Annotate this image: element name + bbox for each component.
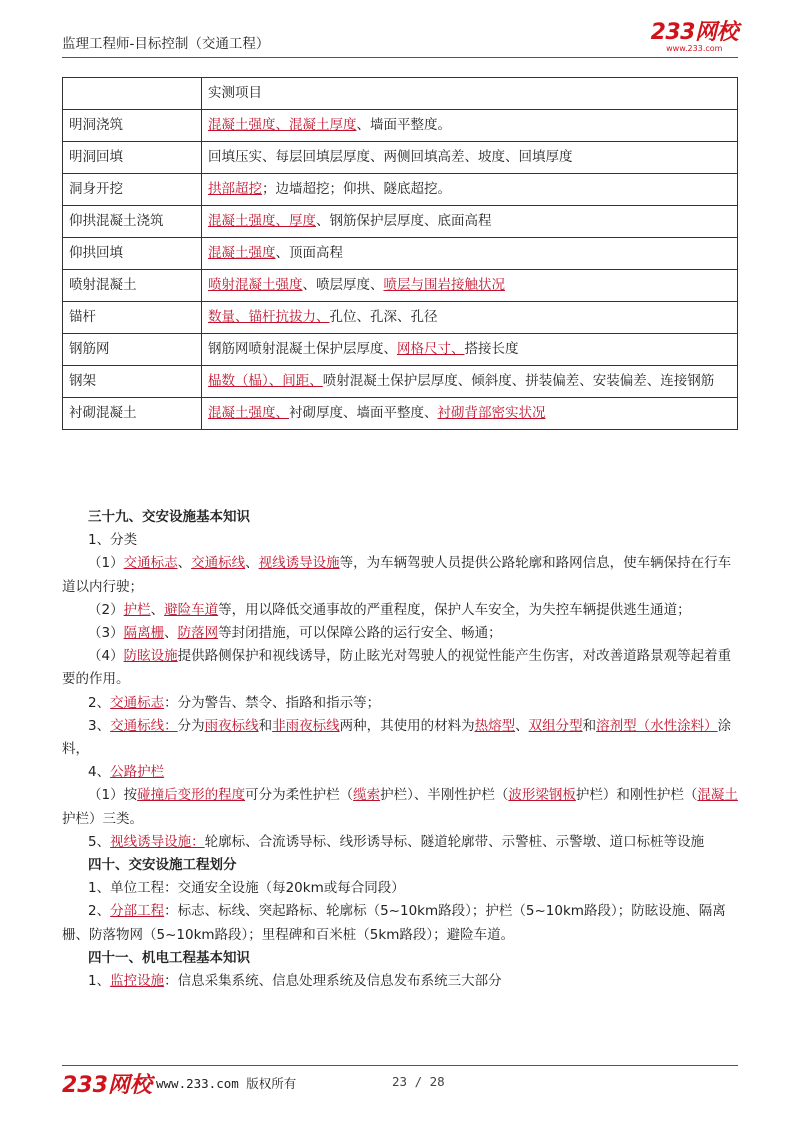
text-span: 四十一、机电工程基本知识 [88,949,250,966]
paragraph [62,761,738,784]
measured-items-cell [202,238,738,270]
measured-items-cell [202,334,738,366]
paragraph [62,831,738,854]
section-heading [62,506,738,529]
text-span: 涂料， [62,717,732,758]
key-term: 交通标线 [191,555,246,572]
key-term: 分部工程 [110,903,165,920]
paragraph [62,784,738,830]
text-span: 孔位、孔深、孔径 [329,309,438,325]
text-span: 搭接长度 [464,341,519,357]
item-name-cell: 衬砌混凝土 [63,398,202,430]
text-span: 分为 [177,717,205,734]
text-span: 三十九、交安设施基本知识 [88,509,250,525]
section-heading [62,947,738,970]
section-heading [62,854,738,877]
header-logo[interactable] [651,22,738,54]
key-term: 交通标线： [110,717,178,734]
text-span: 可分为柔性护栏（ [245,787,354,804]
key-term: 避险车道 [164,601,219,618]
text-span: 、 [177,555,192,572]
text-span: 两种，其使用的材料为 [339,717,475,734]
measured-items-cell [202,110,738,142]
text-span: 钢筋网喷射混凝土保护层厚度、 [208,341,397,357]
item-name-cell: 仰拱混凝土浇筑 [63,206,202,238]
key-term: 碰撞后变形的程度 [137,787,246,804]
text-span: 等，用以降低交通事故的严重程度，保护人车安全，为失控车辆提供逃生通道； [218,601,691,618]
text-span: （1） [88,555,124,572]
measured-items-cell [202,398,738,430]
page-number: 23 / 28 [392,1074,445,1089]
table-row [63,302,738,334]
key-term: 护栏 [123,601,151,618]
key-term: 公路护栏 [110,764,165,781]
key-term: 交通标志 [123,555,178,572]
key-term: 视线诱导设施： [110,833,205,850]
key-term: 视线诱导设施 [258,555,340,572]
header-divider [62,57,738,58]
key-term: 防落网 [177,625,219,642]
paragraph [62,529,738,552]
key-term: 混凝土强度、厚度 [208,213,316,229]
text-span: 等封闭措施，可以保障公路的运行安全、畅通； [218,625,502,642]
text-span: 、钢筋保护层厚度、底面高程 [316,213,492,229]
text-span: （3） [88,625,124,642]
text-span: 3、 [88,717,111,734]
text-span: 和 [258,717,273,734]
key-term: 喷射混凝土强度 [208,277,303,293]
table-row [63,238,738,270]
paragraph [62,645,738,691]
text-span: 1、分类 [88,532,138,549]
text-span: 护栏）三类。 [62,810,143,827]
key-term: 交通标志 [110,694,165,711]
key-term: 拱部超挖 [208,181,262,197]
table-row [63,206,738,238]
measured-items-cell [202,174,738,206]
key-term: 混凝土 [697,787,738,804]
measured-items-cell [202,142,738,174]
table-row [63,142,738,174]
key-term: 数量、锚杆抗拔力、 [208,309,330,325]
text-span: （4） [88,648,124,665]
key-term: 混凝土强度 [208,245,276,261]
footer-divider [62,1065,738,1066]
table-row [63,174,738,206]
measured-items-cell [202,206,738,238]
text-span: ：标志、标线、突起路标、轮廓标（5~10km路段）；护栏（5~10km路段）；防眩设施、隔离栅、防落物网（5~10km路段）；里程碑和百米桩（5km路段）；避险车道。 [62,903,726,943]
item-name-cell: 明洞回填 [63,142,202,174]
document-body [62,506,738,993]
text-span: 、顶面高程 [275,245,343,261]
text-span: 、喷层厚度、 [302,277,384,293]
text-span: 衬砌厚度、墙面平整度、 [289,405,438,421]
paragraph [62,692,738,715]
key-term: 混凝土强度、 [208,405,289,421]
text-span: 护栏）和刚性护栏（ [575,787,698,804]
table-cell-empty [63,78,202,110]
key-term: 非雨夜标线 [272,717,340,734]
text-span: （2） [88,601,124,618]
text-span: 提供路侧保护和视线诱导，防止眩光对驾驶人的视觉性能产生伤害，对改善道路景观等起着重要的作用。 [62,648,732,688]
key-term: 衬砌背部密实状况 [437,405,546,421]
key-term: 混凝土强度、混凝土厚度 [208,117,357,133]
text-span: 、 [150,601,165,618]
item-name-cell: 明洞浇筑 [63,110,202,142]
table-row [63,270,738,302]
text-span: 4、 [88,764,111,781]
text-span: 、墙面平整度。 [356,117,451,133]
key-term: 缆索 [353,787,381,804]
measured-items-cell [202,302,738,334]
table-row [63,398,738,430]
paragraph [62,877,738,900]
key-term: 热熔型 [474,717,516,734]
logo-url: www.233.com [666,44,723,53]
item-name-cell: 钢架 [63,366,202,398]
header-title: 监理工程师-目标控制（交通工程） [62,36,270,52]
text-span: 、 [245,555,259,572]
item-name-cell: 仰拱回填 [63,238,202,270]
key-term: 网格尺寸、 [397,341,465,357]
text-span: 和 [582,717,597,734]
text-span: 回填压实、每层回填层厚度、两侧回填高差、坡度、回填厚度 [208,149,573,165]
text-span: 轮廓标、合流诱导标、线形诱导标、隧道轮廓带、示警桩、示警墩、道口标桩等设施 [204,833,705,850]
key-term: 防眩设施 [123,648,178,665]
table-header-cell: 实测项目 [202,78,738,110]
key-term: 雨夜标线 [204,717,259,734]
paragraph [62,715,738,761]
text-span: 、 [164,625,178,642]
key-term: 监控设施 [110,973,165,990]
item-name-cell: 洞身开挖 [63,174,202,206]
text-span: ；边墙超挖；仰拱、隧底超挖。 [262,181,451,197]
measured-items-cell [202,366,738,398]
key-term: 榀数（榀）、间距、 [208,373,323,389]
text-span: 1、单位工程：交通安全设施（每20km或每合同段） [88,880,405,897]
key-term: 隔离栅 [123,625,165,642]
key-term: 双组分型 [528,717,583,734]
table-row [63,334,738,366]
paragraph [62,552,738,598]
text-span: 喷射混凝土保护层厚度、倾斜度、拼装偏差、安装偏差、连接钢筋 [322,373,715,389]
text-span: 5、 [88,833,111,850]
table-row [63,110,738,142]
key-term: 喷层与围岩接触状况 [383,277,505,293]
table-header-row [63,78,738,110]
paragraph [62,622,738,645]
paragraph [62,970,738,993]
text-span: 1、 [88,973,111,990]
item-name-cell: 喷射混凝土 [63,270,202,302]
table-row [63,366,738,398]
text-span: 2、 [88,694,111,711]
text-span: 等，为车辆驾驶人员提供公路轮廓和路网信息，使车辆保持在行车道以内行驶； [62,555,732,595]
text-span: ：分为警告、禁令、指路和指示等； [164,694,381,711]
inspection-table [62,77,738,430]
text-span: ：信息采集系统、信息处理系统及信息发布系统三大部分 [164,973,502,990]
measured-items-cell [202,270,738,302]
item-name-cell: 钢筋网 [63,334,202,366]
text-span: 四十、交安设施工程划分 [88,857,237,874]
footer-copyright: www.233.com 版权所有 [156,1076,297,1091]
item-name-cell: 锚杆 [63,302,202,334]
text-span: （1）按 [88,787,138,804]
text-span: 护栏）、半刚性护栏（ [380,787,509,804]
paragraph [62,900,738,946]
text-span: 、 [515,717,529,734]
paragraph [62,599,738,622]
key-term: 溶剂型（水性涂料） [596,717,718,734]
text-span: 2、 [88,903,111,920]
footer-logo[interactable]: 233网校 [62,1073,152,1098]
logo-text: 233网校 [650,20,738,45]
key-term: 波形梁钢板 [508,787,576,804]
